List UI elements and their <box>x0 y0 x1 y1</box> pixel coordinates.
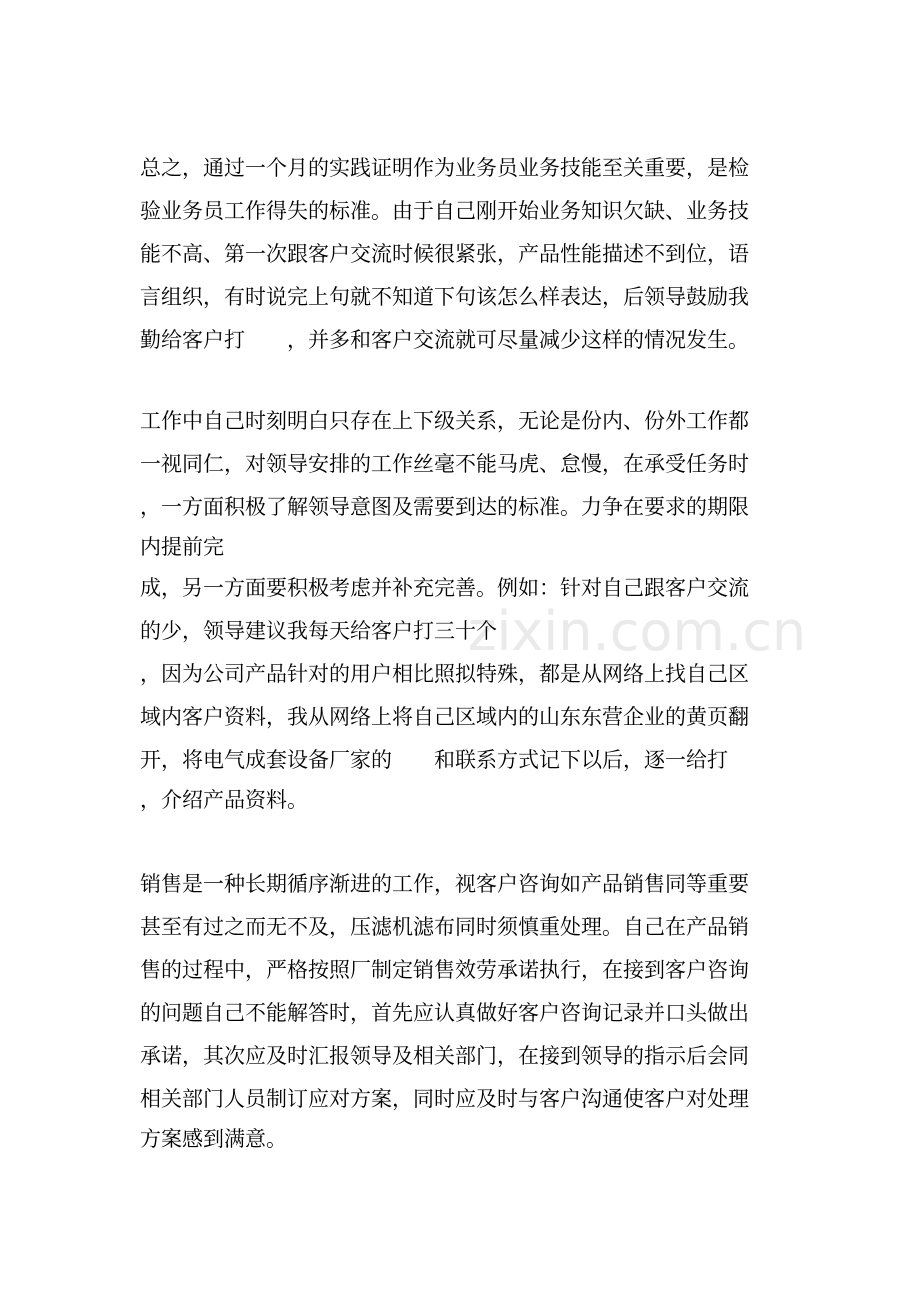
paragraph-3-line-4: 的问题自己不能解答时，首先应认真做好客户咨询记录并口头做出 <box>140 1001 749 1025</box>
paragraph-2-line-10: ，介绍产品资料。 <box>140 788 308 812</box>
paragraph-3-line-3: 售的过程中，严格按照厂制定销售效劳承诺执行，在接到客户咨询 <box>140 958 749 982</box>
paragraph-2-line-6: 的少，领导建议我每天给客户打三十个 <box>140 619 497 643</box>
paragraph-2-line-3: ，一方面积极了解领导意图及需要到达的标准。力争在要求的期限 <box>140 495 749 519</box>
paragraph-2-line-8: 域内客户资料，我从网络上将自己区域内的山东东营企业的黄页翻 <box>140 705 749 729</box>
paragraph-3-line-1: 销售是一种长期循序渐进的工作，视客户咨询如产品销售同等重要 <box>140 872 749 896</box>
watermark-text: zixin.com.cn <box>468 600 807 663</box>
paragraph-1-line-1: 总之，通过一个月的实践证明作为业务员业务技能至关重要，是检 <box>140 156 749 180</box>
paragraph-2-line-7: ，因为公司产品针对的用户相比照拟特殊，都是从网络上找自己区 <box>140 662 749 686</box>
paragraph-1-line-2: 验业务员工作得失的标准。由于自己刚开始业务知识欠缺、业务技 <box>140 199 749 223</box>
paragraph-1-line-3: 能不高、第一次跟客户交流时候很紧张，产品性能描述不到位，语 <box>140 242 749 266</box>
paragraph-2-line-9: 开，将电气成套设备厂家的 和联系方式记下以后，逐一给打 <box>140 748 728 772</box>
paragraph-3-line-2: 甚至有过之而无不及，压滤机滤布同时须慎重处理。自己在产品销 <box>140 915 749 939</box>
paragraph-1-line-5: 勤给客户打 ，并多和客户交流就可尽量减少这样的情况发生。 <box>140 328 749 352</box>
paragraph-3-line-5: 承诺，其次应及时汇报领导及相关部门，在接到领导的指示后会同 <box>140 1044 749 1068</box>
paragraph-2-line-2: 一视同仁，对领导安排的工作丝毫不能马虎、怠慢，在承受任务时 <box>140 452 749 476</box>
paragraph-3-line-6: 相关部门人员制订应对方案，同时应及时与客户沟通使客户对处理 <box>140 1087 749 1111</box>
paragraph-2-line-1: 工作中自己时刻明白只存在上下级关系，无论是份内、份外工作都 <box>140 409 749 433</box>
paragraph-1-line-4: 言组织，有时说完上句就不知道下句该怎么样表达，后领导鼓励我 <box>140 285 749 309</box>
paragraph-2-line-4: 内提前完 <box>140 535 224 559</box>
paragraph-3-line-7: 方案感到满意。 <box>140 1127 287 1151</box>
paragraph-2-line-5: 成，另一方面要积极考虑并补充完善。例如：针对自己跟客户交流 <box>140 576 749 600</box>
